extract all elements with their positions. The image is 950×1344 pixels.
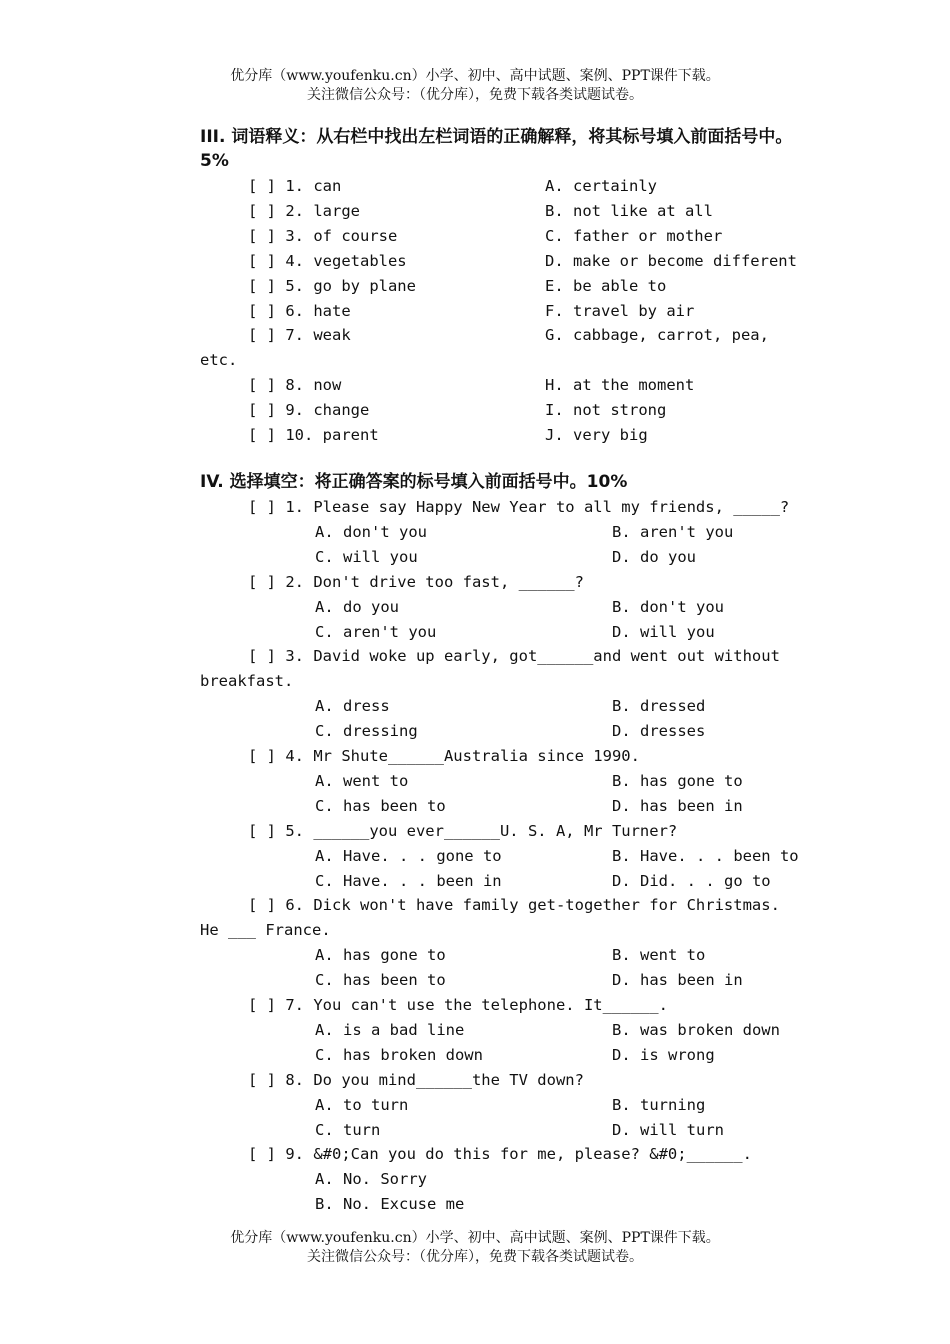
match-item-left: [ ] 9. change (248, 401, 370, 420)
header-line-1: 优分库（www.youfenku.cn）小学、初中、高中试题、案例、PPT课件下载。 (230, 68, 720, 84)
option-right: B. Have. . . been to (612, 846, 799, 865)
match-item-right: E. be able to (545, 276, 667, 295)
match-item-left: [ ] 3. of course (248, 226, 398, 245)
option-right: D. dresses (612, 722, 706, 741)
option-left: C. turn (315, 1120, 381, 1139)
option-right: B. has gone to (612, 771, 743, 790)
option-left: A. went to (315, 771, 409, 790)
option-left: A. don't you (315, 522, 427, 541)
match-item-right: J. very big (545, 426, 648, 444)
option-right: B. turning (612, 1095, 706, 1114)
match-item-right: G. cabbage, carrot, pea, (545, 326, 769, 345)
match-item-right: D. make or become different (545, 251, 797, 270)
option-left: C. will you (315, 547, 418, 566)
match-item-left: [ ] 2. large (248, 201, 360, 220)
section-3-title: III. 词语释义：从右栏中找出左栏词语的正确解释，将其标号填入前面括号中。5% (200, 127, 793, 171)
match-item-left: [ ] 4. vegetables (248, 251, 407, 270)
question-stem: [ ] 3. David woke up early, got______and went out without (248, 647, 780, 666)
page-header (0, 67, 950, 105)
option-left: C. dressing (315, 722, 418, 741)
question-stem: [ ] 5. ______you ever______U. S. A, Mr Turner? (248, 821, 678, 840)
question-stem: [ ] 7. You can't use the telephone. It______. (248, 996, 668, 1014)
option-right: B. dressed (612, 697, 706, 716)
question-stem: [ ] 6. Dick won't have family get-together for Christmas. (248, 896, 780, 915)
option-right: B. don't you (612, 597, 724, 616)
match-item-left: [ ] 8. now (248, 376, 342, 395)
option-left: C. aren't you (315, 622, 437, 641)
option-left: A. Have. . . gone to (315, 846, 502, 865)
option-right: D. has been in (612, 971, 743, 990)
option-left: A. is a bad line (315, 1020, 465, 1039)
match-item-left: [ ] 5. go by plane (248, 276, 416, 295)
match-item-left: [ ] 6. hate (248, 301, 351, 320)
match-item-right: A. certainly (545, 177, 657, 195)
option-left: A. dress (315, 697, 390, 716)
question-stem: [ ] 9. &#0;Can you do this for me, please? &#0;______. (248, 1145, 752, 1164)
option-right: D. do you (612, 547, 696, 566)
match-item-left: [ ] 1. can (248, 177, 342, 195)
option-left: A. has gone to (315, 946, 446, 965)
option-right: B. aren't you (612, 522, 734, 541)
section-4-title: IV. 选择填空：将正确答案的标号填入前面括号中。10% (200, 472, 628, 492)
item-wrap-text: etc. (200, 351, 238, 370)
page-footer (0, 1229, 950, 1267)
option-right: B. went to (612, 946, 706, 965)
option-left: C. has been to (315, 796, 446, 815)
header-line-2: 关注微信公众号：（优分库），免费下载各类试题试卷。 (307, 87, 643, 103)
question-stem: [ ] 8. Do you mind______the TV down? (248, 1070, 584, 1089)
option-left: C. has been to (315, 971, 446, 990)
option-left: A. No. Sorry (315, 1170, 427, 1189)
match-item-right: C. father or mother (545, 226, 723, 245)
match-item-right: H. at the moment (545, 376, 695, 395)
option-right: D. is wrong (612, 1045, 715, 1064)
match-item-left: [ ] 10. parent (248, 426, 379, 444)
option-right: D. will turn (612, 1120, 724, 1139)
question-stem: [ ] 1. Please say Happy New Year to all my friends, _____? (248, 498, 790, 516)
footer-line-1: 优分库（www.youfenku.cn）小学、初中、高中试题、案例、PPT课件下载。 (230, 1230, 720, 1246)
option-left: C. has broken down (315, 1045, 483, 1064)
option-right: B. was broken down (612, 1020, 780, 1039)
option-right: D. has been in (612, 796, 743, 815)
question-stem: [ ] 2. Don't drive too fast, ______? (248, 572, 584, 591)
question-wrap-text: breakfast. (200, 672, 294, 691)
option-left: A. do you (315, 597, 399, 616)
option-left: A. to turn (315, 1095, 409, 1114)
match-item-right: B. not like at all (545, 201, 713, 220)
option-left: B. No. Excuse me (315, 1195, 465, 1214)
match-item-right: I. not strong (545, 401, 667, 420)
question-stem: [ ] 4. Mr Shute______Australia since 1990. (248, 747, 640, 765)
option-right: D. Did. . . go to (612, 871, 771, 890)
option-left: C. Have. . . been in (315, 871, 502, 890)
match-item-right: F. travel by air (545, 301, 695, 320)
option-right: D. will you (612, 622, 715, 641)
match-item-left: [ ] 7. weak (248, 326, 351, 345)
question-wrap-text: He ___ France. (200, 921, 331, 940)
footer-line-2: 关注微信公众号：（优分库），免费下载各类试题试卷。 (307, 1249, 643, 1265)
